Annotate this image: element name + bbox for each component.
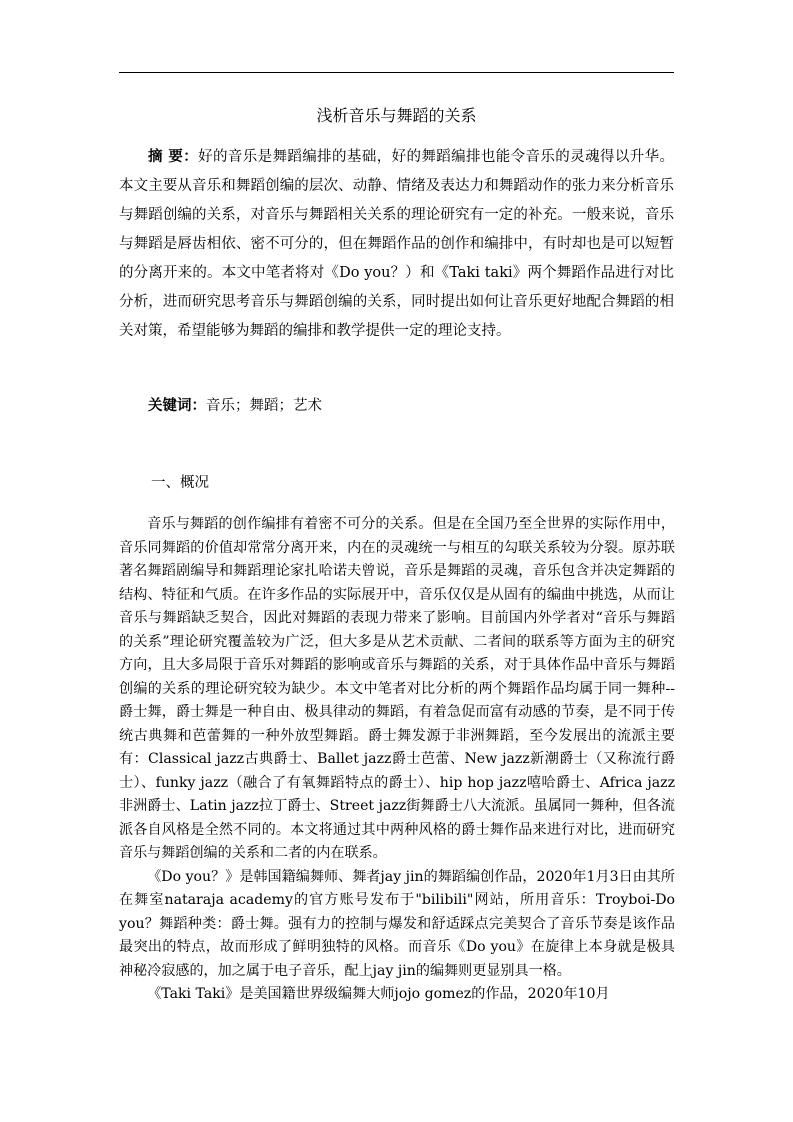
abstract-label: 摘 要： bbox=[148, 148, 199, 165]
body-paragraph: 《Do you？》是韩国籍编舞师、舞者jay jin的舞蹈编创作品，2020年1月3日由其所在舞室nataraja academy的官方账号发布于"bilibili"网站，所用音乐：Troyboi-Do you？舞蹈种类：爵士舞。强有力的控制与爆发和舒适踩点完美契合了音乐节奏是该作品最突出的特点，故而形成了鲜明独特的风格。而音乐《Do you》在旋律上本身就是极具神秘冷寂感的，加之属于电子音乐，配上jay jin的编舞则更显别具一格。 bbox=[119, 868, 675, 979]
header-rule bbox=[119, 72, 674, 73]
section-heading: 一、概况 bbox=[151, 475, 209, 491]
keywords-text: 音乐；舞蹈；艺术 bbox=[206, 398, 322, 414]
body-paragraph: 《Taki Taki》是美国籍世界级编舞大师jojo gomez的作品，2020年10月 bbox=[147, 986, 610, 1002]
abstract bbox=[119, 142, 674, 346]
keywords bbox=[119, 391, 674, 421]
paper-title: 浅析音乐与舞蹈的关系 bbox=[316, 106, 477, 125]
abstract-text: 好的音乐是舞蹈编排的基础，好的舞蹈编排也能令音乐的灵魂得以升华。本文主要从音乐和舞蹈创编的层次、动静、情绪及表达力和舞蹈动作的张力来分析音乐与舞蹈创编的关系，对音乐与舞蹈相关关系的理论研究有一定的补充。一般来说，音乐与舞蹈是唇齿相依、密不可分的，但在舞蹈作品的创作和编排中，有时却也是可以短暂的分离开来的。本文中笔者将对《Do you？）和《Taki taki》两个舞蹈作品进行对比分析，进而研究思考音乐与舞蹈创编的关系，同时提出如何让音乐更好地配合舞蹈的相关对策，希望能够为舞蹈的编排和教学提供一定的理论支持。 bbox=[119, 149, 674, 339]
keywords-label: 关键词： bbox=[148, 397, 206, 414]
body-text bbox=[119, 513, 675, 1007]
body-paragraph: 音乐与舞蹈的创作编排有着密不可分的关系。但是在全国乃至全世界的实际作用中，音乐同舞蹈的价值却常常分离开来，内在的灵魂统一与相互的勾联关系较为分裂。原苏联著名舞蹈剧编导和舞蹈理论家扎哈诺夫曾说，音乐是舞蹈的灵魂，音乐包含并决定舞蹈的结构、特征和气质。在许多作品的实际展开中，音乐仅仅是从固有的编曲中挑选，从而让音乐与舞蹈缺乏契合，因此对舞蹈的表现力带来了影响。目前国内外学者对“音乐与舞蹈的关系”理论研究覆盖较为广泛，但大多是从艺术贡献、二者间的联系等方面为主的研究方向，且大多局限于音乐对舞蹈的影响或音乐与舞蹈的关系，对于具体作品中音乐与舞蹈创编的关系的理论研究较为缺少。本文中笔者对比分析的两个舞蹈作品均属于同一舞种--爵士舞，爵士舞是一种自由、极具律动的舞蹈，有着急促而富有动感的节奏，是不同于传统古典舞和芭蕾舞的一种外放型舞蹈。爵士舞发源于非洲舞蹈，至今发展出的流派主要有：Classical jazz古典爵士、Ballet jazz爵士芭蕾、New jazz新潮爵士（又称流行爵士）、funky jazz（融合了有氧舞蹈特点的爵士）、hip hop jazz嘻哈爵士、Africa jazz非洲爵士、Latin jazz拉丁爵士、Street jazz街舞爵士八大流派。虽属同一舞种，但各流派各自风格是全然不同的。本文将通过其中两种风格的爵士舞作品来进行对比，进而研究音乐与舞蹈创编的关系和二者的内在联系。 bbox=[119, 516, 675, 861]
